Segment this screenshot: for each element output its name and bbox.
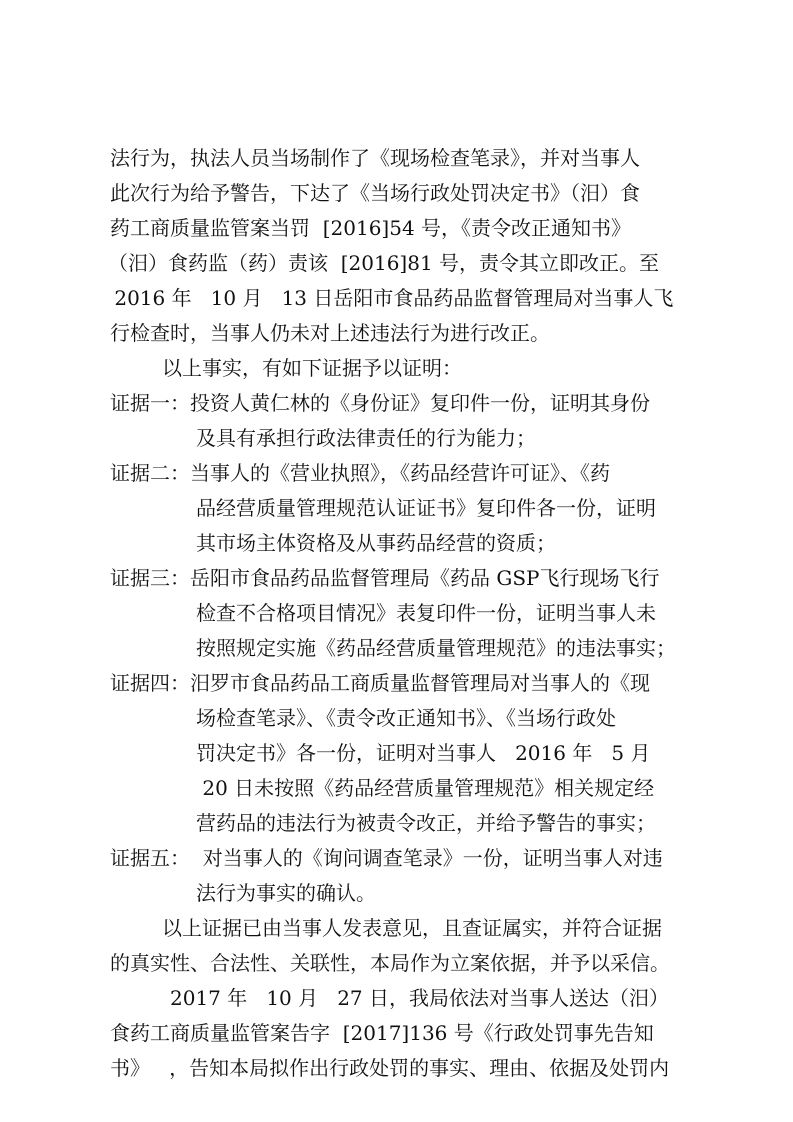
- text-line: 食药工商质量监管案告字 [2017]136 号《行政处罚事先告知: [110, 1021, 654, 1045]
- text-line: 法行为，执法人员当场制作了《现场检查笔录》，并对当事人: [110, 146, 640, 170]
- text-line: 证据四：汨罗市食品药品工商质量监督管理局对当事人的《现: [110, 671, 650, 695]
- text-line: 证据二：当事人的《营业执照》，《药品经营许可证》、《药: [110, 461, 610, 485]
- text-line: 其市场主体资格及从事药品经营的资质；: [196, 531, 556, 555]
- text-line: 证据三：岳阳市食品药品监督管理局《药品 GSP飞行现场飞行: [110, 566, 660, 590]
- text-line: 行检查时，当事人仍未对上述违法行为进行改正。: [110, 321, 550, 345]
- text-line: 品经营质量管理规范认证证书》复印件各一份，证明: [196, 496, 656, 520]
- text-line: 以上事实，有如下证据予以证明：: [162, 356, 462, 380]
- text-line: 药工商质量监管案当罚 [2016]54 号，《责令改正通知书》: [110, 216, 632, 240]
- text-line: 法行为事实的确认。: [196, 881, 376, 905]
- text-line: 证据一：投资人黄仁林的《身份证》复印件一份，证明其身份: [110, 391, 650, 415]
- text-line: 以上证据已由当事人发表意见，且查证属实，并符合证据: [162, 916, 662, 940]
- text-line: 营药品的违法行为被责令改正，并给予警告的事实；: [196, 811, 656, 835]
- text-line: 书》 ，告知本局拟作出行政处罚的事实、理由、依据及处罚内: [110, 1056, 670, 1080]
- text-line: 此次行为给予警告，下达了《当场行政处罚决定书》（汨）食: [110, 181, 640, 205]
- text-line: 2016 年 10 月 13 日岳阳市食品药品监督管理局对当事人飞: [108, 286, 674, 310]
- text-line: 场检查笔录》、《责令改正通知书》、《当场行政处: [196, 706, 616, 730]
- text-line: 的真实性、合法性、关联性，本局作为立案依据，并予以采信。: [110, 951, 670, 975]
- text-line: 检查不合格项目情况》表复印件一份，证明当事人未: [196, 601, 656, 625]
- text-line: 20 日未按照《药品经营质量管理规范》相关规定经: [196, 776, 655, 800]
- text-line: 按照规定实施《药品经营质量管理规范》的违法事实；: [196, 636, 676, 660]
- text-line: 罚决定书》各一份，证明对当事人 2016 年 5 月: [196, 741, 651, 765]
- text-line: （汨）食药监（药）责该 [2016]81 号，责令其立即改正。至: [108, 251, 660, 275]
- text-line: 及具有承担行政法律责任的行为能力；: [196, 426, 536, 450]
- text-line: 2017 年 10 月 27 日，我局依法对当事人送达（汨）: [170, 986, 670, 1010]
- text-line: 证据五： 对当事人的《询问调查笔录》一份，证明当事人对违: [110, 846, 663, 870]
